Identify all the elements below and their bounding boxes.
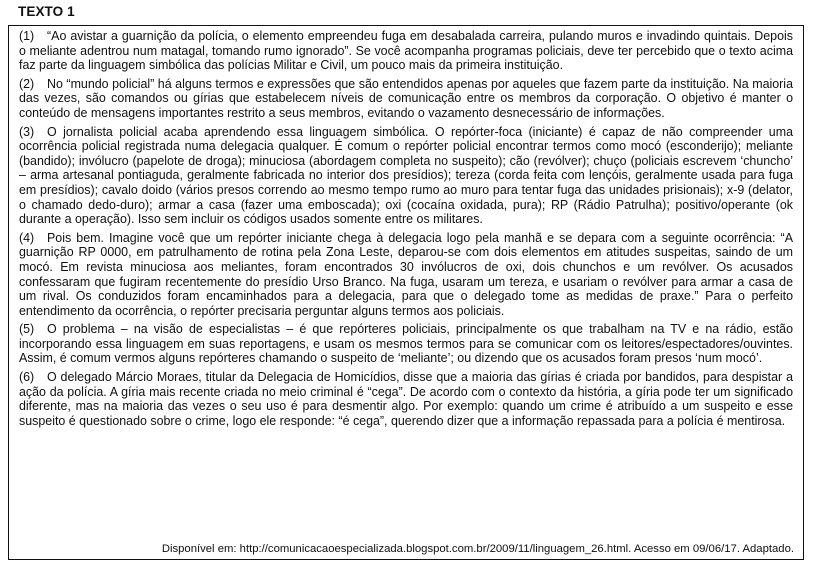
source-citation: Disponível em: http://comunicacaoespecializada.blogspot.com.br/2009/11/linguagem_26.html. Acesso em 09/06/17. Adaptado. <box>161 543 794 555</box>
text-box <box>8 25 804 560</box>
paragraph-text: O jornalista policial acaba aprendendo essa linguagem simbólica. O repórter-foca (iniciante) é capaz de não compreender uma ocorrência policial registrada numa delegacia qualquer. É comum o repórter policial encontrar termos como mocó (esconderijo); meliante (bandido); invólucro (papelote de droga); minuciosa (abordagem completa no suspeito); cão (revólver); chuço (policiais escrevem ‘chuncho’ – arma artesanal pontiaguda, geralmente fabricada no interior dos presídios); tereza (corda feita com lençóis, geralmente usada para fuga em presídios); cavalo doido (vários presos correndo ao mesmo tempo rumo ao muro para tentar fuga das unidades prisionais); x-9 (delator, o chamado dedo-duro); armar a casa (fazer uma emboscada); oxi (cocaína oxidada, pura); RP (Rádio Patrulha); positivo/operante (ok durante a operação). Isso sem incluir os códigos usados somente entre os militares. <box>19 124 793 227</box>
paragraph-text: Pois bem. Imagine você que um repórter iniciante chega à delegacia logo pela manhã e se depara com a seguinte ocorrência: “A guarnição RP 0000, em patrulhamento de rotina pela Zona Leste, deparou-se com dois elementos em atitudes suspeitas, saindo de um mocó. Em revista minuciosa aos meliantes, foram encontrados 30 invólucros de oxi, dois chunchos e um revólver. Os acusados confessaram que fugiram recentemente do presídio Urso Branco. Na fuga, usaram um tereza, e usariam o revólver para armar a casa de um rival. Os conduzidos foram encaminhados para a delegacia, para que o delegado tome as medidas de praxe.” Para o perfeito entendimento da ocorrência, o repórter precisaria perguntar alguns termos aos policiais. <box>19 230 793 318</box>
paragraph-3 <box>19 125 793 227</box>
paragraph-text: “Ao avistar a guarnição da polícia, o elemento empreendeu fuga em desabalada carreira, pulando muros e invadindo quintais. Depois o meliante adentrou num matagal, tomando rumo ignorado”. Se você acompanha programas policiais, deve ter percebido que o texto acima faz parte da linguagem simbólica das polícias Militar e Civil, um pouco mais da primeira instituição. <box>19 29 793 73</box>
paragraph-4 <box>19 231 793 319</box>
paragraph-2 <box>19 77 793 121</box>
paragraph-number: (1) <box>19 29 35 43</box>
paragraph-text: No “mundo policial” há alguns termos e expressões que são entendidos apenas por aqueles que fazem parte da instituição. Na maioria das vezes, são comandos ou gírias que estabelecem níveis de comunicação entre os membros da corporação. O objetivo é manter o conteúdo de mensagens importantes restrito a seus membros, evitando o vazamento desnecessário de informações. <box>19 76 793 120</box>
paragraph-5 <box>19 322 793 366</box>
paragraph-text: O problema – na visão de especialistas – é que repórteres policiais, principalmente os que trabalham na TV e na rádio, estão incorporando essa linguagem em suas reportagens, e usam os mesmos termos para se comunicar com os leitores/espectadores/ouvintes. Assim, é comum vermos alguns repórteres chamando o suspeito de ‘meliante’; ou dizendo que os acusados foram presos ‘num mocó’. <box>19 322 793 366</box>
paragraph-number: (4) <box>19 230 35 245</box>
paragraph-number: (6) <box>19 370 35 385</box>
paragraph-6 <box>19 370 793 428</box>
paragraph-1 <box>19 29 793 73</box>
paragraph-number: (5) <box>19 322 35 337</box>
paragraph-text: O delegado Márcio Moraes, titular da Delegacia de Homicídios, disse que a maioria das gírias é criada por bandidos, para despistar a ação da polícia. A gíria mais recente criada no meio criminal é “cega”. De acordo com o contexto da história, a gíria pode ter um significado diferente, mas na maioria das vezes o seu uso é para desmentir algo. Por exemplo: quando um crime é atribuído a um suspeito e esse suspeito é questionado sobre o crime, logo ele responde: “é cega”, querendo dizer que a informação repassada para a polícia é mentirosa. <box>19 370 793 428</box>
paragraph-number: (3) <box>19 124 35 139</box>
paragraph-number: (2) <box>19 76 35 91</box>
text-title: TEXTO 1 <box>18 4 75 19</box>
